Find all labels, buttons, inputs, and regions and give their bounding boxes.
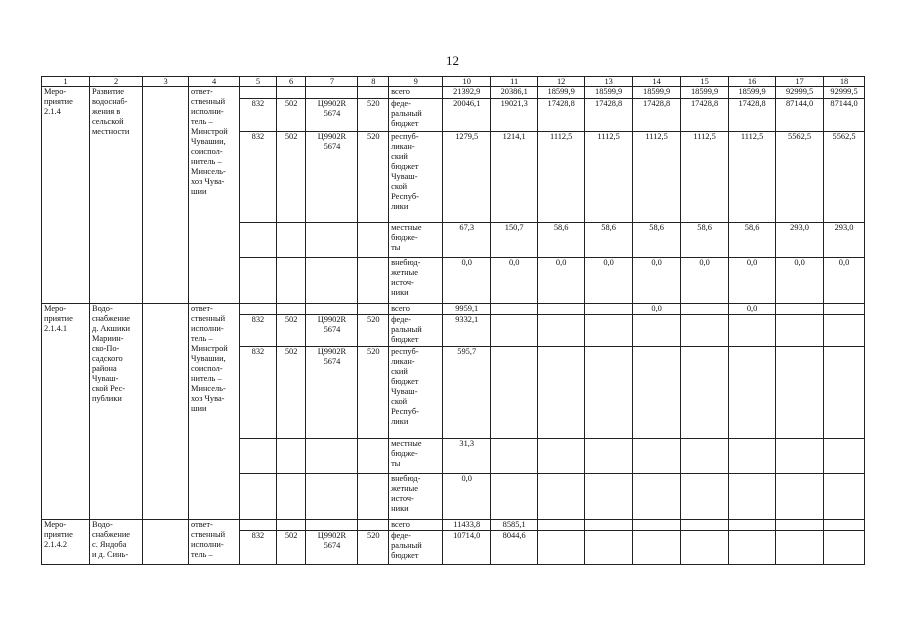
expense-type-code [358, 223, 389, 258]
expense-type-code [358, 439, 389, 474]
header-cell: 10 [443, 77, 491, 87]
target-article-code [306, 439, 358, 474]
target-article-code [306, 304, 358, 315]
target-article-code [306, 520, 358, 531]
header-cell: 15 [681, 77, 729, 87]
header-cell: 13 [585, 77, 633, 87]
funding-source: респуб- ликан- ский бюджет Чуваш- ской Респуб- лики [389, 132, 443, 223]
expense-type-code [358, 520, 389, 531]
amount-cell [729, 531, 776, 565]
table-row [42, 304, 865, 315]
table-row [42, 520, 865, 531]
amount-cell [585, 315, 633, 347]
funding-source: феде- ральный бюджет [389, 315, 443, 347]
amount-cell: 21392,9 [443, 87, 491, 99]
amount-cell [776, 531, 824, 565]
funding-source: местные бюдже- ты [389, 223, 443, 258]
amount-cell [585, 474, 633, 520]
amount-cell: 293,0 [824, 223, 865, 258]
amount-cell: 67,3 [443, 223, 491, 258]
amount-cell: 17428,8 [729, 99, 776, 132]
amount-cell: 0,0 [776, 258, 824, 304]
header-cell: 3 [143, 77, 189, 87]
amount-cell: 5562,5 [776, 132, 824, 223]
amount-cell [633, 347, 681, 439]
header-cell: 2 [89, 77, 142, 87]
amount-cell: 18599,9 [585, 87, 633, 99]
amount-cell [824, 531, 865, 565]
expense-type-code: 520 [358, 315, 389, 347]
funding-source: всего [389, 520, 443, 531]
amount-cell: 92999,5 [824, 87, 865, 99]
header-cell: 8 [358, 77, 389, 87]
header-cell: 6 [276, 77, 306, 87]
amount-cell: 595,7 [443, 347, 491, 439]
page-number: 12 [446, 53, 459, 68]
amount-cell: 87144,0 [776, 99, 824, 132]
amount-cell: 1279,5 [443, 132, 491, 223]
amount-cell: 1112,5 [729, 132, 776, 223]
grbs-code: 832 [240, 132, 277, 223]
amount-cell [633, 531, 681, 565]
amount-cell [776, 439, 824, 474]
expense-type-code [358, 258, 389, 304]
funding-source: внебюд- жетные источ- ники [389, 474, 443, 520]
amount-cell: 58,6 [729, 223, 776, 258]
amount-cell [681, 531, 729, 565]
target-article-code [306, 223, 358, 258]
amount-cell [585, 304, 633, 315]
measure-executor: ответ- ственный исполни- тель – Минстрой Чувашии, соиспол- нитель – Минсель- хоз Чува- шии [189, 304, 240, 520]
section-code [276, 223, 306, 258]
amount-cell: 18599,9 [633, 87, 681, 99]
amount-cell: 31,3 [443, 439, 491, 474]
amount-cell [776, 304, 824, 315]
header-row [42, 77, 865, 87]
expense-type-code [358, 474, 389, 520]
amount-cell: 1112,5 [538, 132, 585, 223]
amount-cell [491, 315, 538, 347]
measure-id: Меро- приятие 2.1.4.2 [42, 520, 90, 565]
amount-cell [538, 439, 585, 474]
grbs-code [240, 439, 277, 474]
table-row [42, 87, 865, 99]
amount-cell [729, 439, 776, 474]
target-article-code: Ц9902R 5674 [306, 531, 358, 565]
grbs-code [240, 304, 277, 315]
target-article-code: Ц9902R 5674 [306, 315, 358, 347]
section-code: 502 [276, 132, 306, 223]
amount-cell: 0,0 [443, 474, 491, 520]
amount-cell [729, 347, 776, 439]
amount-cell [776, 347, 824, 439]
grbs-code: 832 [240, 99, 277, 132]
amount-cell [776, 474, 824, 520]
amount-cell [824, 439, 865, 474]
amount-cell: 0,0 [491, 258, 538, 304]
measure-id: Меро- приятие 2.1.4 [42, 87, 90, 304]
amount-cell: 0,0 [729, 258, 776, 304]
amount-cell: 17428,8 [681, 99, 729, 132]
measure-executor: ответ- ственный исполни- тель – [189, 520, 240, 565]
budget-table [41, 76, 865, 565]
amount-cell: 5562,5 [824, 132, 865, 223]
amount-cell [681, 315, 729, 347]
amount-cell [491, 474, 538, 520]
amount-cell: 17428,8 [585, 99, 633, 132]
amount-cell [824, 347, 865, 439]
funding-source: всего [389, 87, 443, 99]
grbs-code [240, 258, 277, 304]
amount-cell: 8044,6 [491, 531, 538, 565]
amount-cell [633, 439, 681, 474]
amount-cell: 1112,5 [633, 132, 681, 223]
amount-cell: 18599,9 [729, 87, 776, 99]
section-code [276, 258, 306, 304]
amount-cell [681, 439, 729, 474]
amount-cell [538, 474, 585, 520]
amount-cell [824, 315, 865, 347]
header-cell: 5 [240, 77, 277, 87]
section-code [276, 520, 306, 531]
funding-source: внебюд- жетные источ- ники [389, 258, 443, 304]
grbs-code [240, 87, 277, 99]
measure-name: Водо- снабжение д. Акшики Мариин- ско-По- садского района Чуваш- ской Рес- публики [89, 304, 142, 520]
expense-type-code: 520 [358, 347, 389, 439]
amount-cell [538, 347, 585, 439]
amount-cell [776, 315, 824, 347]
amount-cell: 17428,8 [633, 99, 681, 132]
grbs-code [240, 223, 277, 258]
amount-cell: 1214,1 [491, 132, 538, 223]
section-code [276, 439, 306, 474]
amount-cell [585, 531, 633, 565]
header-cell: 14 [633, 77, 681, 87]
amount-cell: 0,0 [633, 258, 681, 304]
amount-cell: 58,6 [633, 223, 681, 258]
amount-cell: 9332,1 [443, 315, 491, 347]
measure-name: Развитие водоснаб- жения в сельской местности [89, 87, 142, 304]
header-cell: 7 [306, 77, 358, 87]
amount-cell [681, 304, 729, 315]
amount-cell: 19021,3 [491, 99, 538, 132]
grbs-code [240, 520, 277, 531]
amount-cell: 92999,5 [776, 87, 824, 99]
amount-cell: 58,6 [538, 223, 585, 258]
header-cell: 18 [824, 77, 865, 87]
amount-cell [538, 531, 585, 565]
amount-cell [776, 520, 824, 531]
amount-cell [681, 347, 729, 439]
amount-cell: 18599,9 [681, 87, 729, 99]
amount-cell [633, 474, 681, 520]
amount-cell [538, 315, 585, 347]
expense-type-code: 520 [358, 132, 389, 223]
empty-col-3 [143, 520, 189, 565]
empty-col-3 [143, 304, 189, 520]
amount-cell: 20386,1 [491, 87, 538, 99]
expense-type-code: 520 [358, 531, 389, 565]
funding-source: респуб- ликан- ский бюджет Чуваш- ской Респуб- лики [389, 347, 443, 439]
amount-cell [585, 347, 633, 439]
empty-col-3 [143, 87, 189, 304]
amount-cell: 0,0 [729, 304, 776, 315]
amount-cell [538, 520, 585, 531]
amount-cell: 11433,8 [443, 520, 491, 531]
measure-name: Водо- снабжение с. Яндоба и д. Синь- [89, 520, 142, 565]
section-code: 502 [276, 99, 306, 132]
amount-cell: 9959,1 [443, 304, 491, 315]
section-code: 502 [276, 347, 306, 439]
section-code [276, 474, 306, 520]
amount-cell: 1112,5 [585, 132, 633, 223]
header-cell: 11 [491, 77, 538, 87]
funding-source: всего [389, 304, 443, 315]
header-cell: 4 [189, 77, 240, 87]
measure-executor: ответ- ственный исполни- тель – Минстрой Чувашии, соиспол- нитель – Минсель- хоз Чува- шии [189, 87, 240, 304]
header-cell: 16 [729, 77, 776, 87]
amount-cell [824, 520, 865, 531]
amount-cell [729, 474, 776, 520]
target-article-code: Ц9902R 5674 [306, 99, 358, 132]
target-article-code: Ц9902R 5674 [306, 347, 358, 439]
amount-cell [681, 520, 729, 531]
expense-type-code [358, 304, 389, 315]
amount-cell: 0,0 [443, 258, 491, 304]
amount-cell [824, 304, 865, 315]
amount-cell: 58,6 [681, 223, 729, 258]
header-cell: 9 [389, 77, 443, 87]
amount-cell: 150,7 [491, 223, 538, 258]
header-cell: 12 [538, 77, 585, 87]
amount-cell: 293,0 [776, 223, 824, 258]
target-article-code: Ц9902R 5674 [306, 132, 358, 223]
grbs-code: 832 [240, 315, 277, 347]
amount-cell [538, 304, 585, 315]
grbs-code [240, 474, 277, 520]
target-article-code [306, 258, 358, 304]
section-code: 502 [276, 531, 306, 565]
funding-source: местные бюдже- ты [389, 439, 443, 474]
target-article-code [306, 474, 358, 520]
amount-cell [633, 520, 681, 531]
measure-id: Меро- приятие 2.1.4.1 [42, 304, 90, 520]
amount-cell [824, 474, 865, 520]
amount-cell [729, 520, 776, 531]
amount-cell [585, 520, 633, 531]
amount-cell [585, 439, 633, 474]
amount-cell [681, 474, 729, 520]
section-code [276, 304, 306, 315]
amount-cell: 0,0 [538, 258, 585, 304]
header-cell: 17 [776, 77, 824, 87]
section-code: 502 [276, 315, 306, 347]
expense-type-code [358, 87, 389, 99]
amount-cell: 18599,9 [538, 87, 585, 99]
amount-cell: 58,6 [585, 223, 633, 258]
amount-cell: 0,0 [585, 258, 633, 304]
amount-cell: 0,0 [824, 258, 865, 304]
funding-source: феде- ральный бюджет [389, 531, 443, 565]
funding-source: феде- ральный бюджет [389, 99, 443, 132]
amount-cell: 1112,5 [681, 132, 729, 223]
amount-cell [491, 439, 538, 474]
amount-cell [633, 315, 681, 347]
grbs-code: 832 [240, 347, 277, 439]
amount-cell: 10714,0 [443, 531, 491, 565]
amount-cell [491, 347, 538, 439]
amount-cell [491, 304, 538, 315]
target-article-code [306, 87, 358, 99]
amount-cell: 0,0 [633, 304, 681, 315]
amount-cell: 20046,1 [443, 99, 491, 132]
header-cell: 1 [42, 77, 90, 87]
expense-type-code: 520 [358, 99, 389, 132]
amount-cell: 87144,0 [824, 99, 865, 132]
section-code [276, 87, 306, 99]
amount-cell [729, 315, 776, 347]
amount-cell: 0,0 [681, 258, 729, 304]
grbs-code: 832 [240, 531, 277, 565]
amount-cell: 17428,8 [538, 99, 585, 132]
amount-cell: 8585,1 [491, 520, 538, 531]
